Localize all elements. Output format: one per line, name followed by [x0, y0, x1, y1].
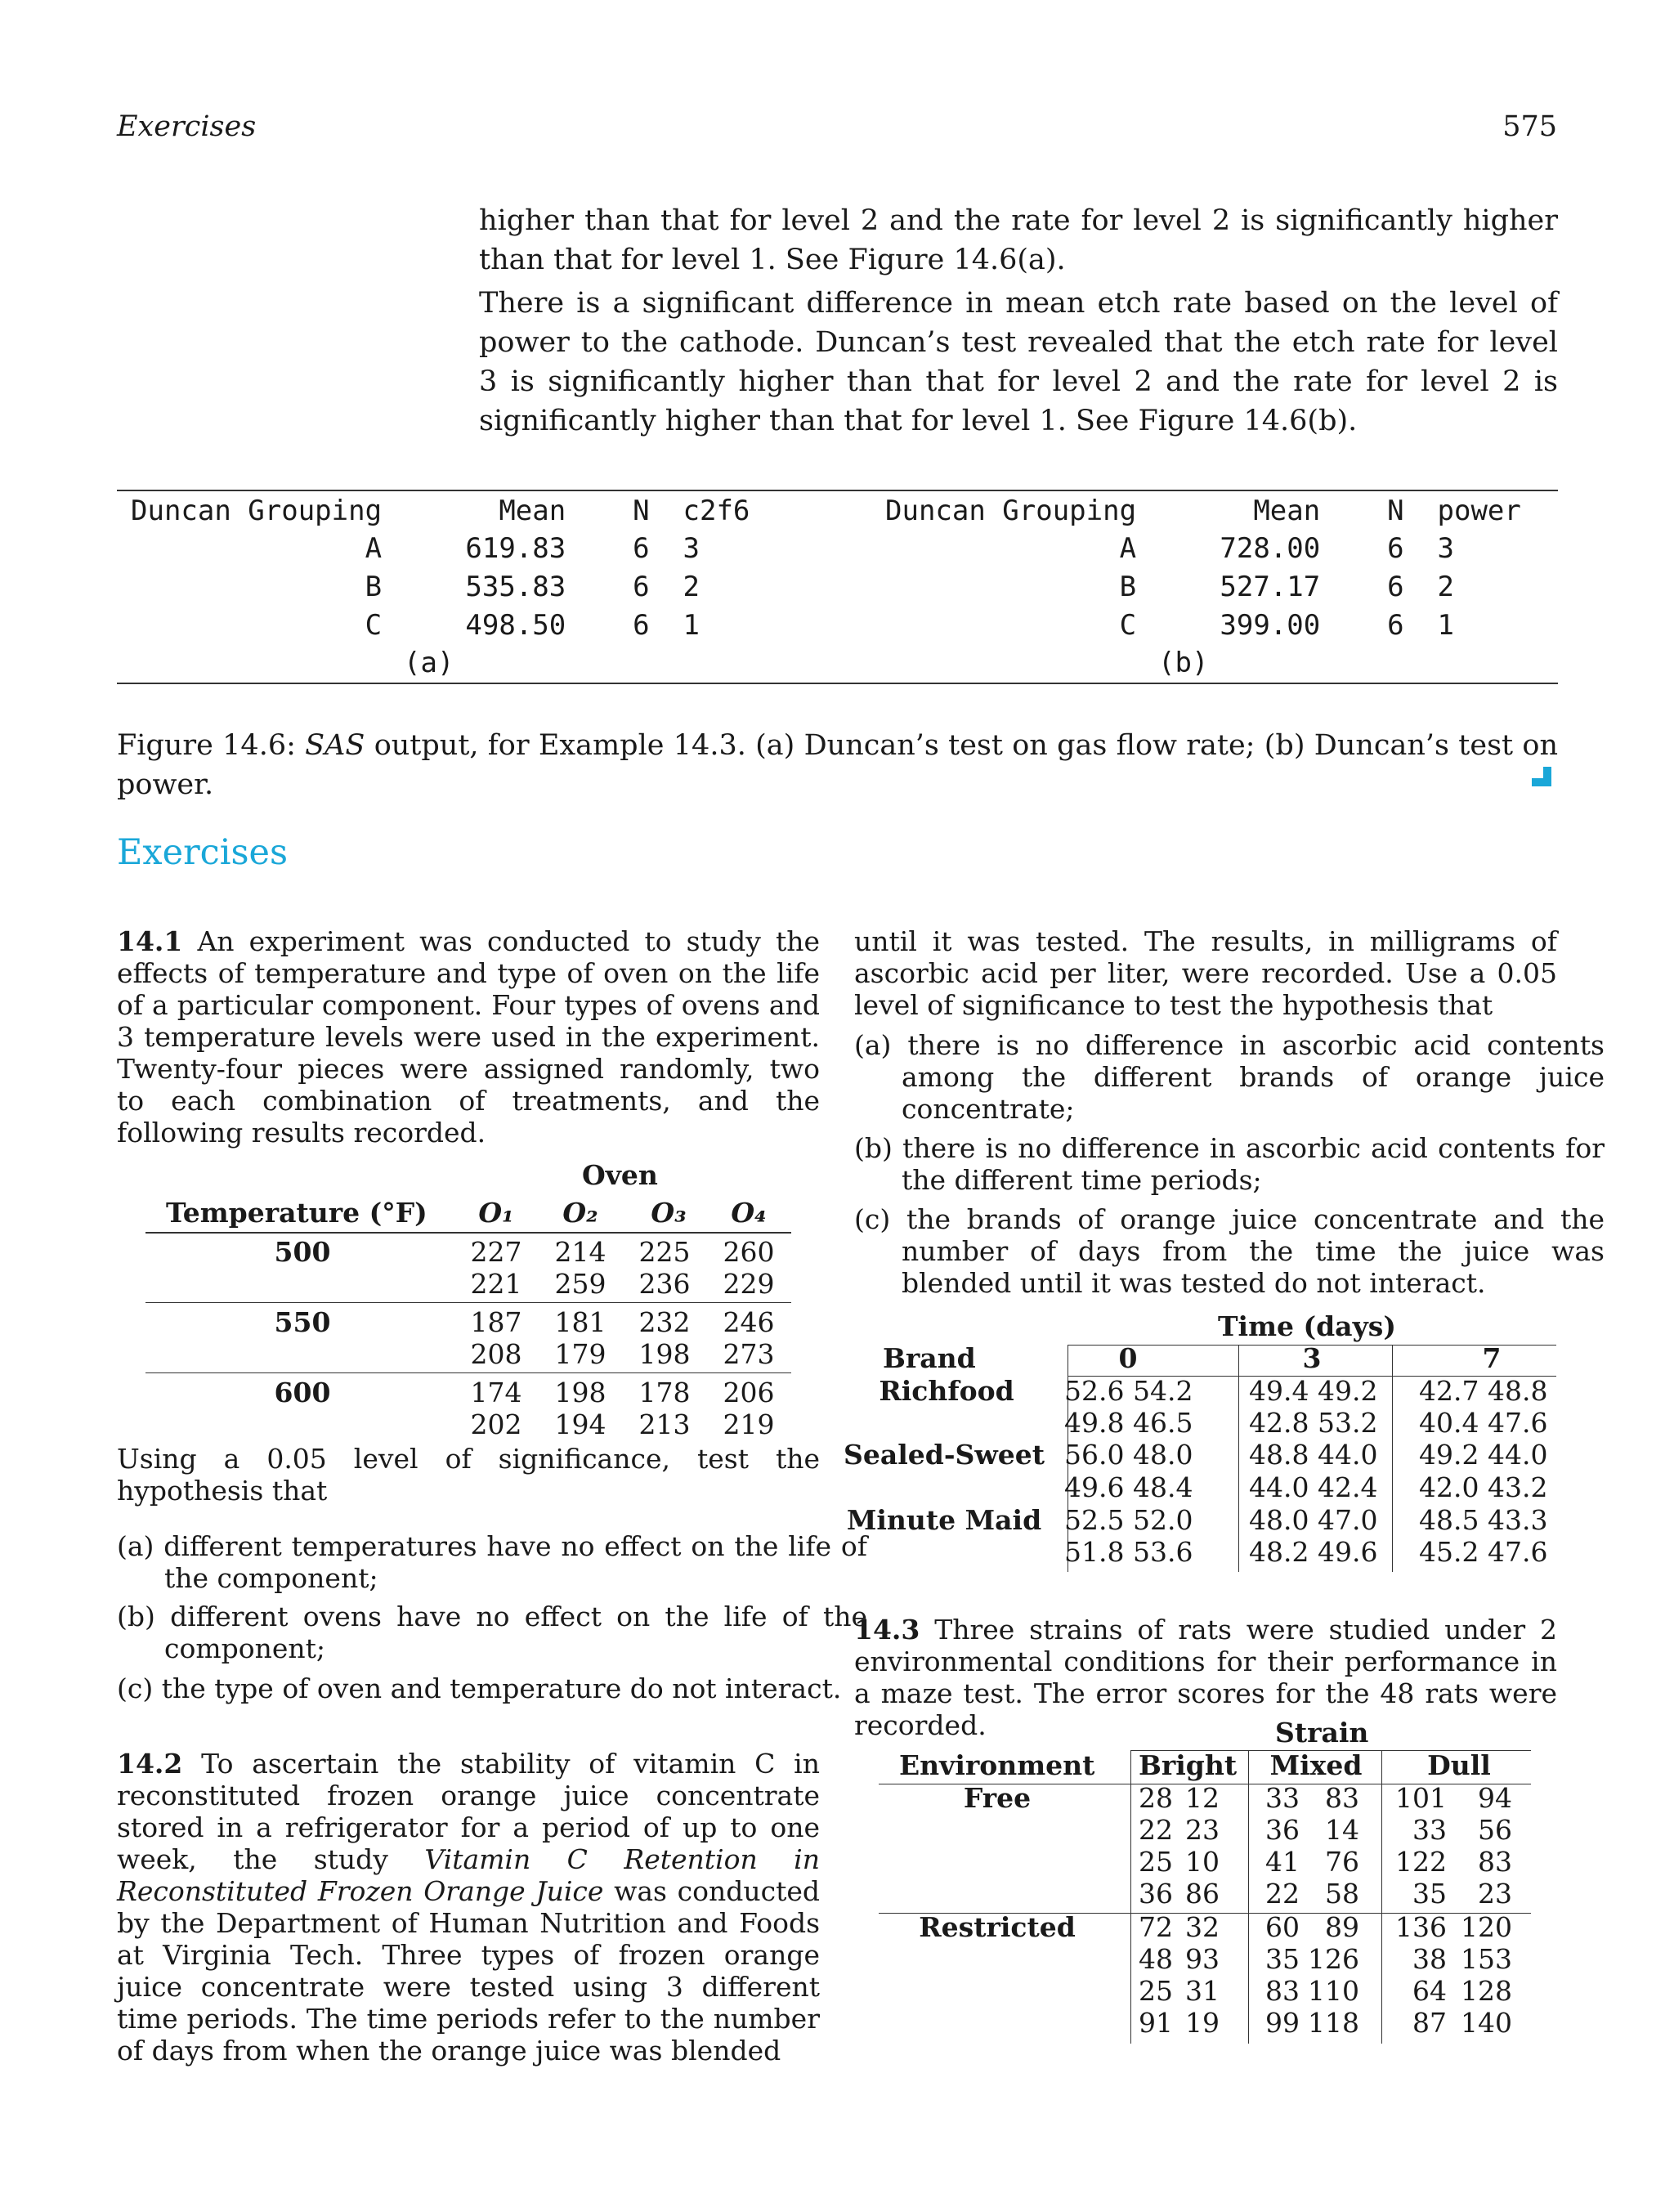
table-cell: 89 — [1325, 1911, 1359, 1943]
table-cell: 83 — [1265, 1975, 1300, 2007]
exercise-14-1-followup: Using a 0.05 level of significance, test the hypothesis that — [117, 1443, 820, 1507]
item-text: different temperatures have no effect on the life of the component; — [163, 1530, 867, 1594]
table-cell: 31 — [1185, 1975, 1220, 2007]
table-cell: 178 — [638, 1377, 691, 1408]
table-cell: 10 — [1185, 1846, 1220, 1878]
table-cell: 259 — [554, 1268, 606, 1300]
table-cell: 120 — [1461, 1911, 1512, 1943]
table-cell: 45.2 47.6 — [1419, 1536, 1548, 1568]
table-cell: 56.0 48.0 — [1064, 1439, 1193, 1471]
table-cell: 48.5 43.3 — [1419, 1504, 1548, 1536]
environment-header: Environment — [899, 1749, 1095, 1781]
table-cell: 35 — [1412, 1878, 1447, 1910]
table-cell: 25 — [1139, 1846, 1173, 1878]
intro-paragraph-2: There is a significant difference in mean etch rate based on the level of power to the cathode. Duncan’s test revealed that the etch rate for level 3 is significantly higher than that for level 2 and the rate for level 2 is significantly higher than that for level 1. See Figure 14.6(b). — [479, 287, 1558, 437]
table-cell: 49.6 48.4 — [1064, 1471, 1193, 1503]
end-of-example-marker-icon — [1532, 767, 1551, 786]
strain-group-header: Strain — [1275, 1717, 1369, 1749]
table-cell: 208 — [470, 1338, 522, 1370]
table-cell: 83 — [1325, 1782, 1359, 1814]
exercise-14-1-item-c — [117, 1672, 867, 1704]
exercise-body: Three strains of rats were studied under 2 environmental conditions for their performance in a maze test. The error scores for the 48 rats were recorded. — [854, 1614, 1557, 1741]
page-number: 575 — [1502, 110, 1557, 143]
column-header: Dull — [1427, 1749, 1491, 1781]
sas-a-row: B 535.83 6 2 — [131, 571, 700, 603]
exercise-14-1-item-a — [117, 1530, 867, 1594]
sas-a-row: A 619.83 6 3 — [131, 532, 700, 565]
brand-header: Brand — [883, 1342, 976, 1374]
table-cell: 49.8 46.5 — [1064, 1407, 1193, 1439]
exercise-number: 14.1 — [117, 925, 183, 957]
table-cell: 38 — [1412, 1943, 1447, 1975]
figure-top-rule — [117, 490, 1558, 491]
exercise-number: 14.3 — [854, 1614, 920, 1646]
table-cell: 48.2 49.6 — [1249, 1536, 1378, 1568]
column-header: 3 — [1302, 1342, 1322, 1374]
row-label: 550 — [274, 1306, 331, 1338]
exercise-body-cont: was conducted by the Department of Human Nutrition and Foods at Virginia Tech. Three types of frozen orange juice concentrate were tested using 3 different time periods. The time periods refer to the number of days from when the orange juice was blended — [117, 1875, 820, 2066]
table-cell: 232 — [638, 1306, 691, 1338]
table-cell: 93 — [1185, 1943, 1220, 1975]
vitamin-table-col-rule — [1238, 1345, 1239, 1572]
row-label: 500 — [274, 1236, 331, 1268]
table-cell: 19 — [1185, 2007, 1220, 2039]
item-text: different ovens have no effect on the life of the component; — [164, 1601, 867, 1664]
table-cell: 86 — [1185, 1878, 1220, 1910]
table-cell: 22 — [1139, 1814, 1173, 1846]
table-cell: 136 — [1395, 1911, 1447, 1943]
table-cell: 42.7 48.8 — [1419, 1375, 1548, 1407]
table-cell: 214 — [554, 1236, 606, 1268]
table-cell: 33 — [1412, 1814, 1447, 1846]
vitamin-table-col-rule — [1392, 1345, 1393, 1572]
table-cell: 181 — [554, 1306, 606, 1338]
running-header-title: Exercises — [117, 110, 257, 143]
table-cell: 22 — [1265, 1878, 1300, 1910]
table-cell: 118 — [1308, 2007, 1359, 2039]
table-cell: 99 — [1265, 2007, 1300, 2039]
column-header: O₃ — [651, 1197, 687, 1229]
oven-table-header-rule — [145, 1232, 791, 1234]
item-label: (b) — [117, 1601, 155, 1632]
exercise-body: To ascertain the stability of vitamin C in reconstituted frozen orange juice concentrate stored in a refrigerator for a period of up to one week, the study — [117, 1748, 820, 1875]
table-cell: 174 — [470, 1377, 522, 1408]
section-title: Exercises — [117, 832, 289, 873]
caption-sas: SAS — [305, 729, 365, 762]
table-cell: 126 — [1308, 1943, 1359, 1975]
study-title: Vitamin C Retention in Reconstituted Frozen Orange Juice — [117, 1843, 820, 1907]
row-label: Restricted — [919, 1911, 1076, 1943]
table-cell: 25 — [1139, 1975, 1173, 2007]
rat-table-col-rule — [1381, 1750, 1382, 2044]
column-header: O₄ — [731, 1197, 767, 1229]
item-label: (c) — [117, 1672, 154, 1704]
table-cell: 33 — [1265, 1782, 1300, 1814]
table-cell: 48.8 44.0 — [1249, 1439, 1378, 1471]
table-cell: 14 — [1325, 1814, 1359, 1846]
table-cell: 42.8 53.2 — [1249, 1407, 1378, 1439]
intro-paragraph-1: higher than that for level 2 and the rate for level 2 is significantly higher than that for level 1. See Figure 14.6(a). — [479, 204, 1558, 276]
item-label: (a) — [854, 1029, 892, 1061]
sas-a-label: (a) — [404, 647, 454, 679]
figure-caption — [117, 726, 1558, 804]
oven-table-group-rule — [145, 1372, 791, 1373]
item-text: there is no difference in ascorbic acid contents for the different time periods; — [902, 1132, 1605, 1196]
exercise-14-1-item-b — [117, 1601, 867, 1664]
column-header: Mixed — [1269, 1749, 1363, 1781]
table-cell: 246 — [723, 1306, 775, 1338]
table-cell: 227 — [470, 1236, 522, 1268]
item-label: (a) — [117, 1530, 154, 1562]
exercise-14-2-item-c — [854, 1203, 1605, 1299]
table-cell: 140 — [1461, 2007, 1512, 2039]
table-cell: 153 — [1461, 1943, 1512, 1975]
exercise-14-1-text — [117, 925, 820, 1149]
sas-b-row: C 399.00 6 1 — [885, 609, 1454, 642]
sas-a-header: Duncan Grouping Mean N c2f6 — [131, 495, 750, 527]
table-cell: 128 — [1461, 1975, 1512, 2007]
item-label: (c) — [854, 1203, 891, 1235]
table-cell: 51.8 53.6 — [1064, 1536, 1193, 1568]
exercise-14-2-item-a — [854, 1029, 1605, 1125]
table-cell: 179 — [554, 1338, 606, 1370]
row-label: Minute Maid — [846, 1504, 1042, 1536]
table-cell: 229 — [723, 1268, 775, 1300]
table-cell: 225 — [638, 1236, 691, 1268]
table-cell: 206 — [723, 1377, 775, 1408]
sas-b-header: Duncan Grouping Mean N power — [885, 495, 1521, 527]
table-cell: 28 — [1139, 1782, 1173, 1814]
table-cell: 91 — [1139, 2007, 1173, 2039]
figure-bottom-rule — [117, 683, 1558, 684]
temperature-header: Temperature (°F) — [166, 1197, 427, 1229]
exercise-14-3-text — [854, 1614, 1557, 1741]
table-cell: 273 — [723, 1338, 775, 1370]
table-cell: 202 — [470, 1408, 522, 1440]
column-header: 7 — [1482, 1342, 1502, 1374]
sas-b-row: B 527.17 6 2 — [885, 571, 1454, 603]
row-label: Sealed-Sweet — [844, 1439, 1045, 1471]
table-cell: 198 — [554, 1377, 606, 1408]
table-cell: 83 — [1478, 1846, 1512, 1878]
column-header: O₂ — [562, 1197, 598, 1229]
table-cell: 52.6 54.2 — [1064, 1375, 1193, 1407]
item-text: the brands of orange juice concentrate and the number of days from the time the juice was blended until it was tested do not interact. — [902, 1203, 1605, 1299]
row-label: 600 — [274, 1377, 331, 1408]
table-cell: 72 — [1139, 1911, 1173, 1943]
caption-prefix: Figure 14.6: — [117, 729, 306, 762]
table-cell: 94 — [1478, 1782, 1512, 1814]
table-cell: 35 — [1265, 1943, 1300, 1975]
table-cell: 49.4 49.2 — [1249, 1375, 1378, 1407]
table-cell: 76 — [1325, 1846, 1359, 1878]
table-cell: 213 — [638, 1408, 691, 1440]
table-cell: 58 — [1325, 1878, 1359, 1910]
sas-b-row: A 728.00 6 3 — [885, 532, 1454, 565]
table-cell: 36 — [1139, 1878, 1173, 1910]
table-cell: 23 — [1185, 1814, 1220, 1846]
caption-text: output, for Example 14.3. (a) Duncan’s test on gas flow rate; (b) Duncan’s test on power. — [117, 729, 1558, 801]
table-cell: 221 — [470, 1268, 522, 1300]
exercise-number: 14.2 — [117, 1748, 183, 1780]
column-header: 0 — [1118, 1342, 1138, 1374]
table-cell: 194 — [554, 1408, 606, 1440]
table-cell: 56 — [1478, 1814, 1512, 1846]
table-cell: 198 — [638, 1338, 691, 1370]
table-cell: 60 — [1265, 1911, 1300, 1943]
table-cell: 23 — [1478, 1878, 1512, 1910]
table-cell: 44.0 42.4 — [1249, 1471, 1378, 1503]
table-cell: 236 — [638, 1268, 691, 1300]
oven-group-header: Oven — [582, 1159, 658, 1191]
table-cell: 219 — [723, 1408, 775, 1440]
table-cell: 52.5 52.0 — [1064, 1504, 1193, 1536]
item-text: the type of oven and temperature do not interact. — [161, 1672, 842, 1704]
sas-a-row: C 498.50 6 1 — [131, 609, 700, 642]
column-header: O₁ — [478, 1197, 514, 1229]
exercise-body: An experiment was conducted to study the effects of temperature and type of oven on the life of a particular component. Four types of ovens and 3 temperature levels were used in the experiment. Twenty-four pieces were assigned randomly, two to each combination of treatments, and the following results recorded. — [117, 925, 821, 1149]
table-cell: 87 — [1412, 2007, 1447, 2039]
table-cell: 110 — [1308, 1975, 1359, 2007]
item-text: there is no difference in ascorbic acid contents among the different brands of orange juice concentrate; — [902, 1029, 1605, 1125]
exercise-14-2-item-b — [854, 1132, 1605, 1196]
table-cell: 101 — [1395, 1782, 1447, 1814]
table-cell: 49.2 44.0 — [1419, 1439, 1548, 1471]
rat-table-col-rule — [1248, 1750, 1249, 2044]
table-cell: 64 — [1412, 1975, 1447, 2007]
table-cell: 12 — [1185, 1782, 1220, 1814]
row-label: Richfood — [879, 1375, 1014, 1407]
item-label: (b) — [854, 1132, 893, 1164]
table-cell: 36 — [1265, 1814, 1300, 1846]
table-cell: 41 — [1265, 1846, 1300, 1878]
oven-table-group-rule — [145, 1302, 791, 1303]
column-header: Bright — [1138, 1749, 1238, 1781]
table-cell: 40.4 47.6 — [1419, 1407, 1548, 1439]
sas-b-label: (b) — [1158, 647, 1209, 679]
table-cell: 42.0 43.2 — [1419, 1471, 1548, 1503]
table-cell: 32 — [1185, 1911, 1220, 1943]
exercise-14-2-text — [117, 1748, 820, 2066]
table-cell: 48 — [1139, 1943, 1173, 1975]
exercise-14-2-continued: until it was tested. The results, in milligrams of ascorbic acid per liter, were recorded. Use a 0.05 level of significance to test the hypothesis that — [854, 925, 1557, 1021]
row-label: Free — [963, 1782, 1032, 1814]
time-group-header: Time (days) — [1218, 1310, 1396, 1342]
table-cell: 122 — [1395, 1846, 1447, 1878]
table-cell: 260 — [723, 1236, 775, 1268]
table-cell: 187 — [470, 1306, 522, 1338]
table-cell: 48.0 47.0 — [1249, 1504, 1378, 1536]
